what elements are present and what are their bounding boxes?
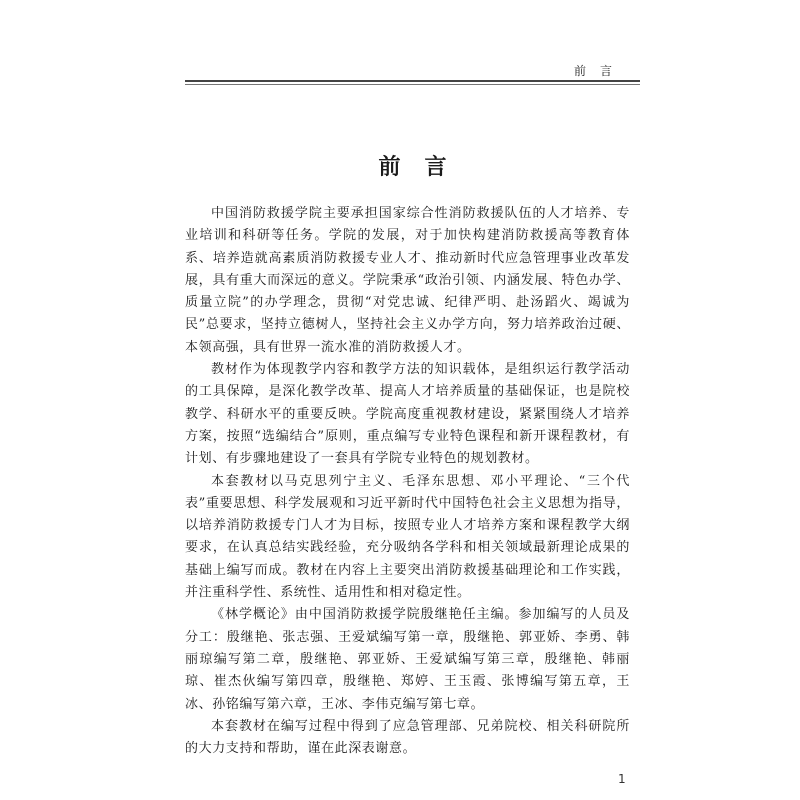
running-head-title: 前言 bbox=[573, 64, 626, 78]
paragraph-5: 本套教材在编写过程中得到了应急管理部、兄弟院校、相关科研院所的大力支持和帮助，谨在此深表谢意。 bbox=[185, 718, 630, 757]
header-rule-thick bbox=[185, 80, 640, 82]
page-title: 前言 bbox=[378, 154, 471, 180]
body-text bbox=[185, 203, 630, 760]
header-rule-thin bbox=[185, 84, 640, 85]
paragraph-4: 《林学概论》由中国消防救援学院殷继艳任主编。参加编写的人员及分工：殷继艳、张志强、王爱斌编写第一章，殷继艳、郭亚娇、李勇、韩丽琼编写第二章，殷继艳、郭亚娇、王爱斌编写第三章，殷继艳、韩丽琼、崔杰伙编写第四章，殷继艳、郑婷、王玉霞、张博编写第五章，王冰、孙铭编写第六章，王冰、李伟克编写第七章。 bbox=[185, 607, 630, 712]
running-head bbox=[185, 62, 640, 80]
paragraph-1: 中国消防救援学院主要承担国家综合性消防救援队伍的人才培养、专业培训和科研等任务。学院的发展，对于加快构建消防救援高等教育体系、培养造就高素质消防救援专业人才、推动新时代应急管理事业改革发展，具有重大而深远的意义。学院秉承“政治引领、内涵发展、特色办学、质量立院”的办学理念，贯彻“对党忠诚、纪律严明、赴汤蹈火、竭诚为民”总要求，坚持立德树人，坚持社会主义办学方向，努力培养政治过硬、本领高强，具有世界一流水准的消防救援人才。 bbox=[185, 206, 630, 355]
page-number: 1 bbox=[618, 772, 626, 786]
paragraph-2: 教材作为体现教学内容和教学方法的知识载体，是组织运行教学活动的工具保障，是深化教学改革、提高人才培养质量的基础保证，也是院校教学、科研水平的重要反映。学院高度重视教材建设，紧紧围绕人才培养方案，按照“选编结合”原则，重点编写专业特色课程和新开课程教材，有计划、有步骤地建设了一套具有学院专业特色的规划教材。 bbox=[185, 362, 630, 467]
paragraph-3: 本套教材以马克思列宁主义、毛泽东思想、邓小平理论、“三个代表”重要思想、科学发展观和习近平新时代中国特色社会主义思想为指导，以培养消防救援专门人才为目标，按照专业人才培养方案和课程教学大纲要求，在认真总结实践经验，充分吸纳各学科和相关领域最新理论成果的基础上编写而成。教材在内容上主要突出消防救援基础理论和工作实践，并注重科学性、系统性、适用性和相对稳定性。 bbox=[185, 473, 630, 601]
